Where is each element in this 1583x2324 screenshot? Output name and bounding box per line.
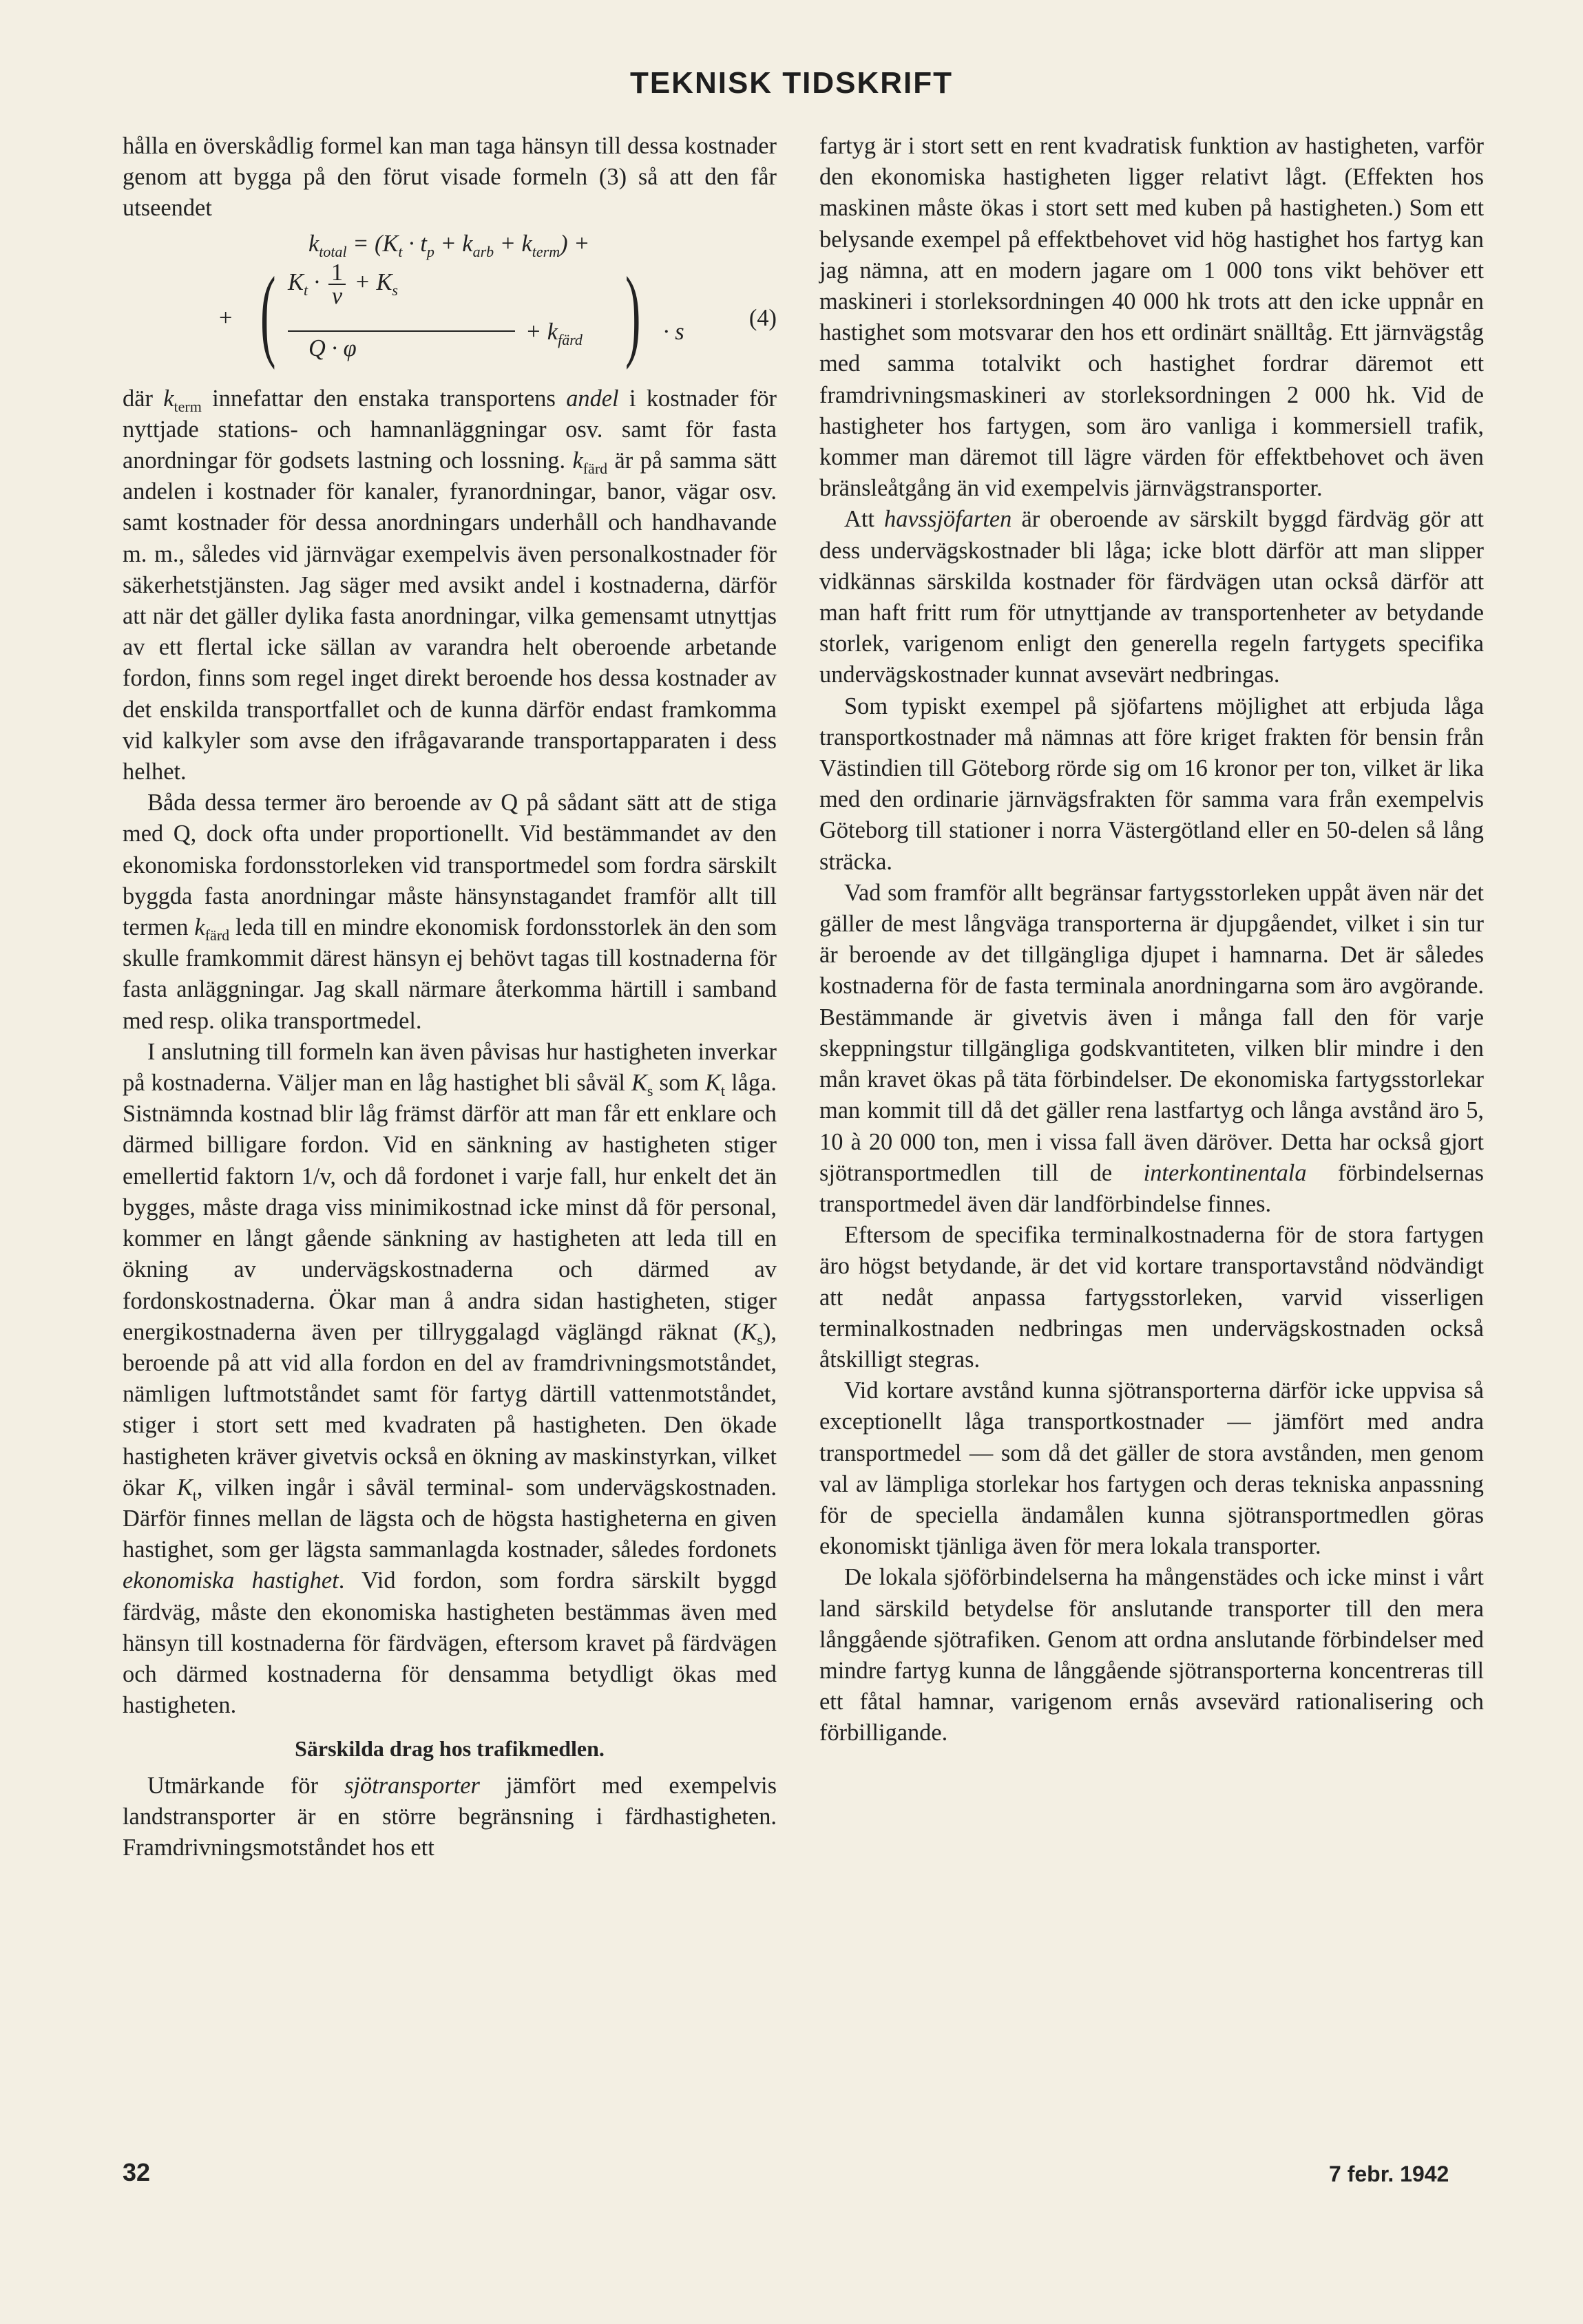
section-heading: Särskilda drag hos trafikmedlen. xyxy=(295,1736,605,1762)
paragraph: där $k_{term}$ innefattar den enstaka transportens andel i kostnader för nyttjade stations- och hamnanläggningar osv. samt för fasta anordningar för godsets lastning och lossning. $k_{färd}$ är på samma sätt andelen i kostnader för kanaler, fyranordningar, banor, vägar osv. samt kostnader för dessa anordningars underhåll och handhavande m. m., således vid järnvägar exempelvis även personalkostnader för säkerhetstjänsten. Jag säger med avsikt andel i kostnaderna, därför att när det gäller dylika fasta anordningar, vilka gemensamt utnyttjas av ett flertal icke sällan av varandra helt oberoende arbetande fordon, finns som regel inget direkt beroende hos dessa kostnader av det enskilda transportfallet och de kunna därför endast framkomma vid kalkyler som avse den ifrågavarande transportapparaten i dess helhet. xyxy=(123,385,777,785)
formula-dot-s: · s xyxy=(663,318,684,345)
formula-kfard: + $k_{färd}$ xyxy=(525,318,583,348)
formula-line-2 xyxy=(219,255,777,372)
equation-number: (4) xyxy=(748,304,777,331)
paragraph: Vad som framför allt begränsar fartygsstorleken uppåt även när det gäller de mest långväga transporterna är djupgåendet, vilket i sin tur är beroende av det tillgängliga djupet i hamnarna. Det är således kostnaderna för de fasta terminala anordningarna som äro avgörande. Bestämmande är givetvis även i många fall den för varje skeppningstur tillgängliga godskvantiteten, vilken blir mindre i den mån kravet ökas på täta förbindelser. De ekonomiska fartygsstorlekar man kommit till då det gäller rena lastfartyg och långa avstånd äro 5, 10 à 20 000 ton, men i vissa fall även däröver. Detta har också gjort sjötransportmedlen till de interkontinentala förbindelsernas transportmedel även där landförbindelse finnes. xyxy=(819,879,1484,1217)
formula-v: v xyxy=(331,282,343,309)
paragraph: Utmärkande för sjötransporter jämfört med exempelvis landstransporter är en större begränsning i färdhastigheten. Framdrivningsmotståndet hos ett xyxy=(123,1772,777,1861)
formula-4 xyxy=(123,229,777,377)
paragraph: Eftersom de specifika terminalkostnaderna för de stora fartygen äro högst betydande, är det vid kortare transportavstånd nödvändigt att nedåt anpassa fartygsstorleken, varvid visserligen terminalkostnaden nedbringas men undervägskostnaden också åtskilligt stegras. xyxy=(819,1222,1484,1373)
issue-date: 7 febr. 1942 xyxy=(1329,2162,1449,2186)
paragraph: fartyg är i stort sett en rent kvadratisk funktion av hastigheten, varför den ekonomiska hastigheten ligger relativt lågt. (Effekten hos maskinen måste ökas i stort sett med kuben på hastigheten.) Som ett belysande exempel på effektbehovet vid hög hastighet hos fartyg kan jag nämna, att en modern jagare om 1 000 tons vikt behöver ett maskineri i storleksordningen 40 000 hk trots att den icke uppnår en hastighet som motsvarar den hos ett ordinärt snälltåg. Ett järnvägståg med samma totalvikt och hastighet fordrar däremot ett framdrivningsmaskineri av storleksordningen 2 000 hk. Vid de hastigheter hos fartygen, som äro vanliga i kommersiell trafik, kommer man däremot till lägre värden för effektbehovet och även bränsleåtgång än vid exempelvis järnvägstransporter. xyxy=(819,133,1484,502)
journal-masthead: TEKNISK TIDSKRIFT xyxy=(629,66,954,100)
formula-plus: + xyxy=(219,304,233,331)
formula-line-1: $k_{total} = (K_t \cdot t_p + k_{arb} + k_{term})$ + xyxy=(308,230,590,260)
left-column xyxy=(123,131,777,1863)
paragraph: Vid kortare avstånd kunna sjötransporterna därför icke uppvisa så exceptionellt låga transportkostnader — jämfört med andra transportmedel — som då det gäller de stora avstånden, men genom val av lämpliga storlekar hos fartygen och deras tekniska anpassning för de speciella ändamålen kunna sjötransportmedlen göras ekonomiskt tjänliga även för mera lokala transporter. xyxy=(819,1377,1484,1560)
paragraph: I anslutning till formeln kan även påvisas hur hastigheten inverkar på kostnaderna. Väljer man en låg hastighet bli såväl $K_s$ som $K_t$ låga. Sistnämnda kostnad blir låg främst därför att man får ett enklare och därmed billigare fordon. Vid en sänkning av hastigheten stiger emellertid faktorn 1/v, och då fordonet i varje fall, hur enkelt det än bygges, måste draga viss minimikostnad icke minst då för personal, kommer en långt gående sänkning av hastigheten att leda till en ökning av undervägskostnaderna och därmed av fordonskostnaderna. Ökar man å andra sidan hastigheten, stiger energikostnaderna även per tillryggalagd väglängd räknat $(K_s)$, beroende på att vid alla fordon en del av framdrivningsmotståndet, nämligen luftmotståndet samt för fartyg därtill vattenmotståndet, stiger i stort sett med kvadraten på hastigheten. Den ökade hastigheten kräver givetvis också en ökning av maskinstyrkan, vilket ökar $K_t$, vilken ingår i såväl terminal- som undervägskostnaden. Därför finnes mellan de lägsta och de högsta hastigheterna en given hastighet, som ger lägsta sammanlagda kostnader, således fordonets ekonomiska hastighet. Vid fordon, som fordra särskilt byggd färdväg, måste den ekonomiska hastigheten bestämmas även med hänsyn till kostnaderna för färdvägen, eftersom kravet på färdvägen och därmed kostnaderna för densamma betydligt ökas med hastigheten. xyxy=(123,1038,777,1719)
paragraph: Som typiskt exempel på sjöfartens möjlighet att erbjuda låga transportkostnader må nämnas att före kriget frakten för bensin från Västindien till Göteborg rörde sig om 16 kronor per ton, vilket är lika med den ordinarie järnvägsfrakten för samma vara från exempelvis Göteborg till stationer i norra Västergötland eller en 50-delen så lång sträcka. xyxy=(819,693,1484,875)
paragraph-intro: hålla en överskådlig formel kan man taga hänsyn till dessa kostnader genom att bygga på den förut visade formeln (3) så att den får utseendet xyxy=(123,133,777,222)
formula-numerator: $K_t$ · $\frac{1}{v}$ + $K_s$ xyxy=(288,259,398,309)
formula-fraction-line xyxy=(288,330,515,332)
paragraph: De lokala sjöförbindelserna ha mångenstädes och icke minst i vårt land särskild betydelse för anslutande transporter till den mera långgående sjötrafiken. Genom att ordna anslutande förbindelser med mindre fartyg kunna de långgående sjötransporterna koncentreras till ett fåtal hamnar, varigenom ernås avsevärd rationalisering och förbilligande. xyxy=(819,1564,1484,1746)
right-column xyxy=(819,131,1484,1749)
formula-paren-left: ( xyxy=(260,255,276,370)
page-number: 32 xyxy=(123,2158,151,2186)
paragraph: Att havssjöfarten är oberoende av särskilt byggd färdväg gör att dess undervägskostnader bli låga; icke blott därför att man slipper vidkännas särskilda kostnader för färdvägen utan också därför att man haft fritt rum för utnyttjande av transportenheter av betydande storlek, varigenom enligt den generella regeln fartygets specifika undervägskostnader kunnat avsevärt nedbringas. xyxy=(819,506,1484,688)
formula-paren-right: ) xyxy=(625,255,641,370)
formula-one: 1 xyxy=(328,262,346,285)
paragraph: Båda dessa termer äro beroende av Q på sådant sätt att de stiga med Q, dock ofta under proportionellt. Vid bestämmandet av den ekonomiska fordonsstorleken vid transportmedel som fordra särskilt byggda fasta anordningar måste hänsynstagandet framför allt till termen $k_{färd}$ leda till en mindre ekonomisk fordonsstorlek än den som skulle framkommit därest hänsyn ej behövt tagas till kostnaderna för fasta anläggningar. Jag skall närmare återkomma härtill i samband med resp. olika transportmedel. xyxy=(123,790,777,1034)
formula-denominator: Q · φ xyxy=(308,335,357,361)
